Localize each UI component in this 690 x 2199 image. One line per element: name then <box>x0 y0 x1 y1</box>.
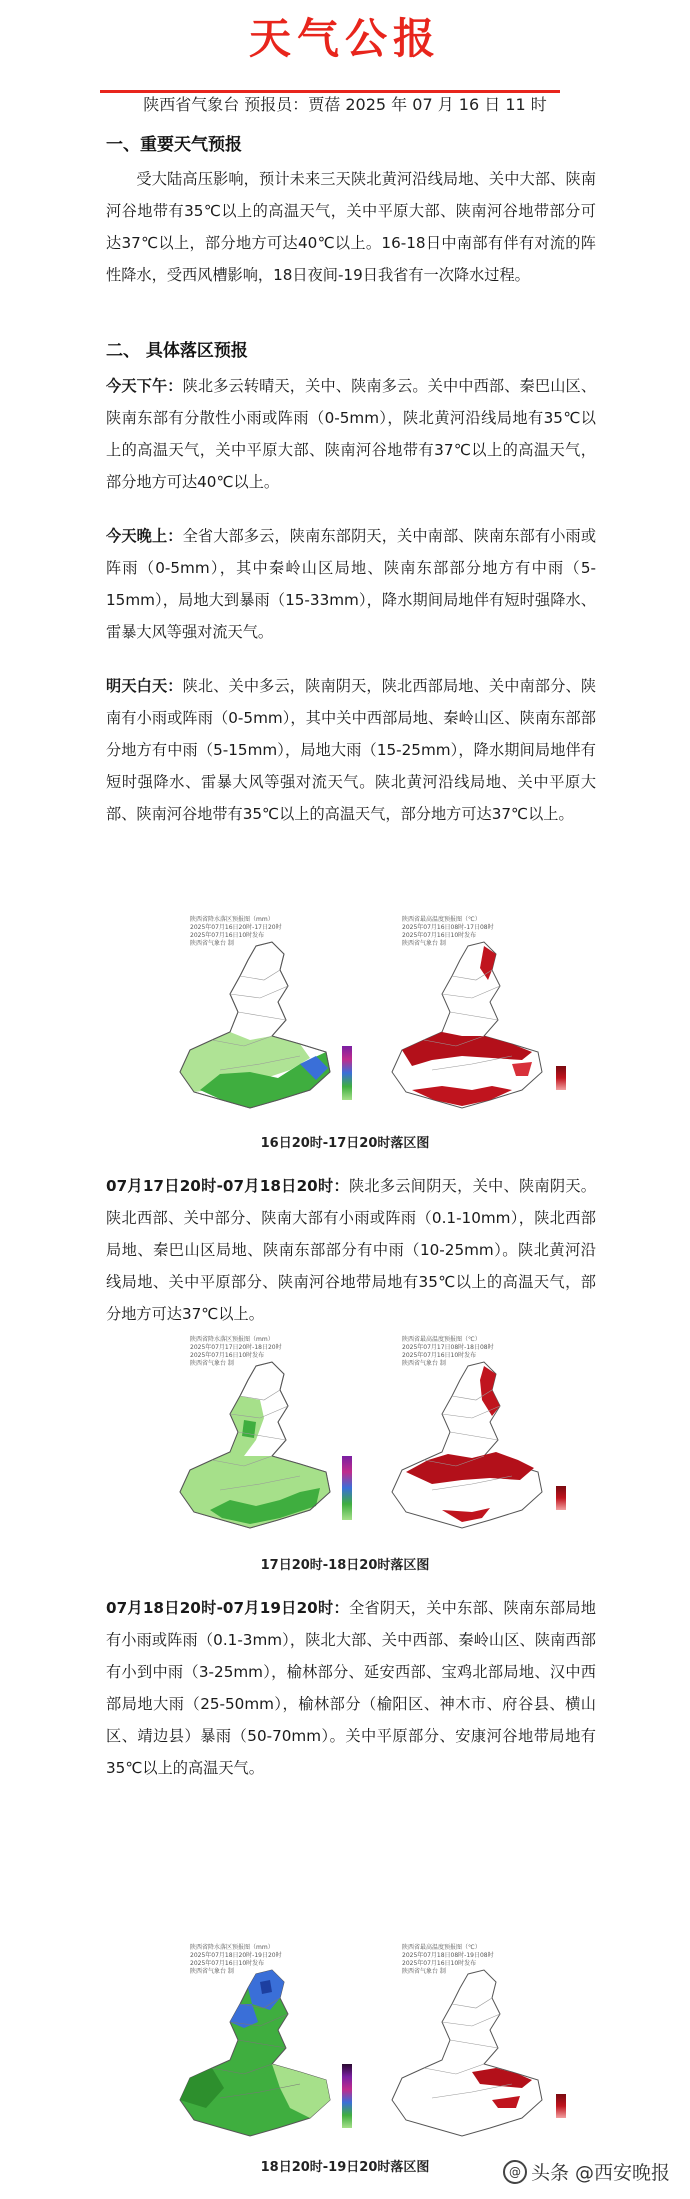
figure-caption-3: 18日20时-19日20时落区图 <box>260 2160 430 2175</box>
rain-map-shape <box>160 1360 365 1536</box>
important-forecast-text: 受大陆高压影响，预计未来三天陕北黄河沿线局地、关中大部、陕南河谷地带有35℃以上的高温天气，关中平原大部、陕南河谷地带部分可达37℃以上，部分地方可达40℃以上。16-18日中南部有伴有对流的阵性降水，受西风槽影响，18日夜间-19日我省有一次降水过程。 <box>106 170 596 284</box>
bulletin-info: 陕西省气象台 预报员：贾蓓 2025 年 07 月 16 日 11 时 <box>143 95 547 114</box>
figure-caption-2: 17日20时-18日20时落区图 <box>260 1558 430 1573</box>
period2-paragraph <box>106 1170 596 1330</box>
temp-map-3 <box>372 1944 577 2144</box>
temp-map-2 <box>372 1336 577 1536</box>
rain-legend <box>342 2064 352 2128</box>
period2-label: 07月17日20时-07月18日20时： <box>106 1177 349 1195</box>
tonight-label: 今天晚上： <box>106 527 183 545</box>
temp-map-caption: 陕西省最高温度预报图（℃） 2025年07月16日08时-17日08时 2025年07月16日10时发布 陕西省气象台 制 <box>402 916 494 947</box>
today-afternoon-paragraph <box>106 370 596 498</box>
rain-map-1 <box>160 916 365 1116</box>
period3-text: 全省阴天，关中东部、陕南东部局地有小雨或阵雨（0.1-3mm），陕北大部、关中西部、秦岭山区、陕南西部有小到中雨（3-25mm），榆林部分、延安西部、宝鸡北部局地、汉中西部局地大雨（25-50mm），榆林部分（榆阳区、神木市、府谷县、横山区、靖边县）暴雨（50-70mm）。关中平原部分、安康河谷地带局地有35℃以上的高温天气。 <box>106 1599 596 1777</box>
period3-paragraph <box>106 1592 596 1784</box>
rain-map-2 <box>160 1336 365 1536</box>
today-afternoon-label: 今天下午： <box>106 377 183 395</box>
rain-legend <box>342 1456 352 1520</box>
temp-map-caption: 陕西省最高温度预报图（℃） 2025年07月17日08时-18日08时 2025年07月16日10时发布 陕西省气象台 制 <box>402 1336 494 1367</box>
temp-legend <box>556 2094 566 2118</box>
toutiao-watermark <box>503 2158 670 2185</box>
tonight-paragraph <box>106 520 596 648</box>
rain-map-shape <box>160 940 365 1116</box>
map-pair-3 <box>160 1944 580 2144</box>
rain-legend <box>342 1046 352 1100</box>
temp-map-shape <box>372 1968 577 2144</box>
section-heading-detail: 二、 具体落区预报 <box>106 341 248 361</box>
page-title: 天气公报 <box>248 14 441 63</box>
tomorrow-paragraph <box>106 670 596 830</box>
watermark-text: 头条 @西安晚报 <box>530 2162 670 2184</box>
period2-text: 陕北多云间阴天，关中、陕南阴天。陕北西部、关中部分、陕南大部有小雨或阵雨（0.1-10mm），陕北西部局地、秦巴山区局地、陕南东部部分有中雨（10-25mm）。陕北黄河沿线局地、关中平原部分、陕南河谷地带局地有35℃以上的高温天气，部分地方可达37℃以上。 <box>106 1177 596 1323</box>
section-heading-important: 一、重要天气预报 <box>106 135 242 155</box>
map-pair-1 <box>160 916 580 1116</box>
rain-map-shape <box>160 1968 365 2144</box>
tonight-text: 全省大部多云，陕南东部阴天，关中南部、陕南东部有小雨或阵雨（0-5mm），其中秦岭山区局地、陕南东部部分地方有中雨（5-15mm），局地大到暴雨（15-33mm），降水期间局地伴有短时强降水、雷暴大风等强对流天气。 <box>106 527 597 641</box>
toutiao-logo-icon: @ <box>503 2160 527 2184</box>
today-afternoon-text: 陕北多云转晴天，关中、陕南多云。关中中西部、秦巴山区、陕南东部有分散性小雨或阵雨（0-5mm），陕北黄河沿线局地有35℃以上的高温天气，关中平原大部、陕南河谷地带有37℃以上的高温天气，部分地方可达40℃以上。 <box>106 377 597 491</box>
temp-map-caption: 陕西省最高温度预报图（℃） 2025年07月18日08时-19日08时 2025年07月16日10时发布 陕西省气象台 制 <box>402 1944 494 1975</box>
rain-map-3 <box>160 1944 365 2144</box>
temp-legend <box>556 1486 566 1510</box>
figure-caption-1: 16日20时-17日20时落区图 <box>260 1136 430 1151</box>
temp-map-shape <box>372 940 577 1116</box>
temp-map-1 <box>372 916 577 1116</box>
temp-map-shape <box>372 1360 577 1536</box>
period3-label: 07月18日20时-07月19日20时： <box>106 1599 349 1617</box>
rain-map-caption: 陕西省降水落区预报图（mm） 2025年07月16日20时-17日20时 2025年07月16日10时发布 陕西省气象台 制 <box>190 916 282 947</box>
temp-legend <box>556 1066 566 1090</box>
rain-map-caption: 陕西省降水落区预报图（mm） 2025年07月17日20时-18日20时 2025年07月16日10时发布 陕西省气象台 制 <box>190 1336 282 1367</box>
tomorrow-text: 陕北、关中多云，陕南阴天，陕北西部局地、关中南部分、陕南有小雨或阵雨（0-5mm），其中关中西部局地、秦岭山区、陕南东部部分地方有中雨（5-15mm），局地大雨（15-25mm），降水期间局地伴有短时强降水、雷暴大风等强对流天气。陕北黄河沿线局地、关中平原大部、陕南河谷地带有35℃以上的高温天气，部分地方可达37℃以上。 <box>106 677 597 823</box>
map-pair-2 <box>160 1336 580 1536</box>
rain-map-caption: 陕西省降水落区预报图（mm） 2025年07月18日20时-19日20时 2025年07月16日10时发布 陕西省气象台 制 <box>190 1944 282 1975</box>
tomorrow-label: 明天白天： <box>106 677 183 695</box>
